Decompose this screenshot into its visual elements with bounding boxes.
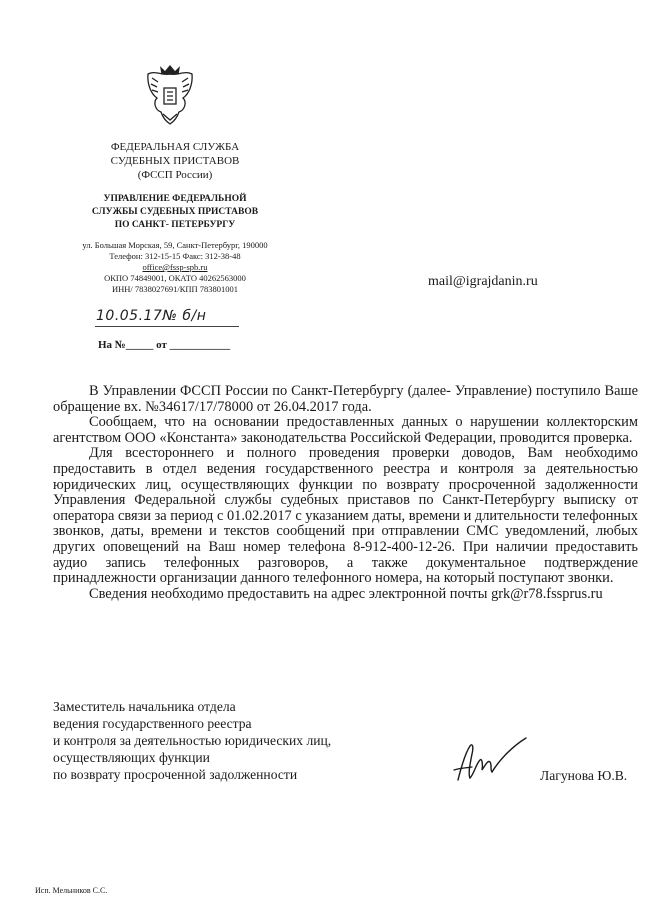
handwritten-date: 10.05.17№ б/н (96, 308, 207, 324)
signature-title-line: Заместитель начальника отдела (53, 699, 236, 714)
body-paragraph: Сообщаем, что на основании предоставленных данных о нарушении коллекторским агентством ООО «Константа» законодательства Российской Федерации, проводится проверка. (53, 414, 638, 446)
header-phone: Телефон: 312-15-15 Факс: 312-38-48 (109, 251, 241, 261)
reference-label: На №_____ от ___________ (98, 339, 231, 351)
signature-title-block (53, 698, 331, 783)
header-service-line: (ФССП России) (137, 169, 213, 181)
body-paragraph: В Управлении ФССП России по Санкт-Петербургу (далее- Управление) поступило Ваше обращение вх. №34617/17/78000 от 26.04.2017 года. (53, 383, 638, 415)
header-department-line: ПО САНКТ- ПЕТЕРБУРГУ (114, 220, 236, 230)
signature-title-line: ведения государственного реестра (53, 716, 252, 731)
coat-of-arms-icon (143, 62, 197, 128)
signature-title-line: осуществляющих функции (53, 750, 210, 765)
signer-name: Лагунова Ю.В. (540, 768, 628, 783)
signature-title-line: по возврату просроченной задолженности (53, 767, 298, 782)
header-inn: ИНН/ 7838027691/КПП 783801001 (111, 284, 239, 294)
body-paragraph: Для всестороннего и полного проведения проверки доводов, Вам необходимо предоставить в отдел ведения государственного реестра и контроля за деятельностью юридических лиц, осуществляющих функции по возврату просроченной задолженности Управления Федеральной службы судебных приставов по Санкт-Петербургу выписку от оператора связи за период с 01.02.2017 с указанием даты, времени и длительности телефонных звонков, даты, времени и текстов сообщений при отправлении СМС уведомлений, любых других оповещений на Ваш номер телефона 8-912-400-12-26. При наличии предоставить аудио запись телефонных разговоров, а также документальное подтверждение принадлежности организации данного телефонного номера, на который поступают звонки. (53, 445, 638, 587)
header-service-line: ФЕДЕРАЛЬНАЯ СЛУЖБА (110, 141, 240, 153)
date-underline (95, 326, 239, 327)
signature-title-line: и контроля за деятельностью юридических лиц, (53, 733, 332, 748)
header-address: ул. Большая Морская, 59, Санкт-Петербург, 190000 (82, 240, 268, 250)
header-okpo: ОКПО 74849001, ОКАТО 40262563000 (104, 273, 246, 283)
body-paragraph: Сведения необходимо предоставить на адрес электронной почты grk@r78.fssprus.ru (89, 585, 603, 602)
letter-body (53, 384, 638, 602)
header-service-line: СУДЕБНЫХ ПРИСТАВОВ (110, 155, 240, 167)
header-department-line: СЛУЖБЫ СУДЕБНЫХ ПРИСТАВОВ (91, 207, 259, 217)
header-department-line: УПРАВЛЕНИЕ ФЕДЕРАЛЬНОЙ (103, 194, 247, 204)
handwritten-signature (452, 734, 530, 786)
executor-note: Исп. Мельников С.С. (35, 886, 108, 895)
recipient-email: mail@igrajdanin.ru (428, 274, 538, 289)
header-email: office@fssp-spb.ru (142, 262, 208, 272)
